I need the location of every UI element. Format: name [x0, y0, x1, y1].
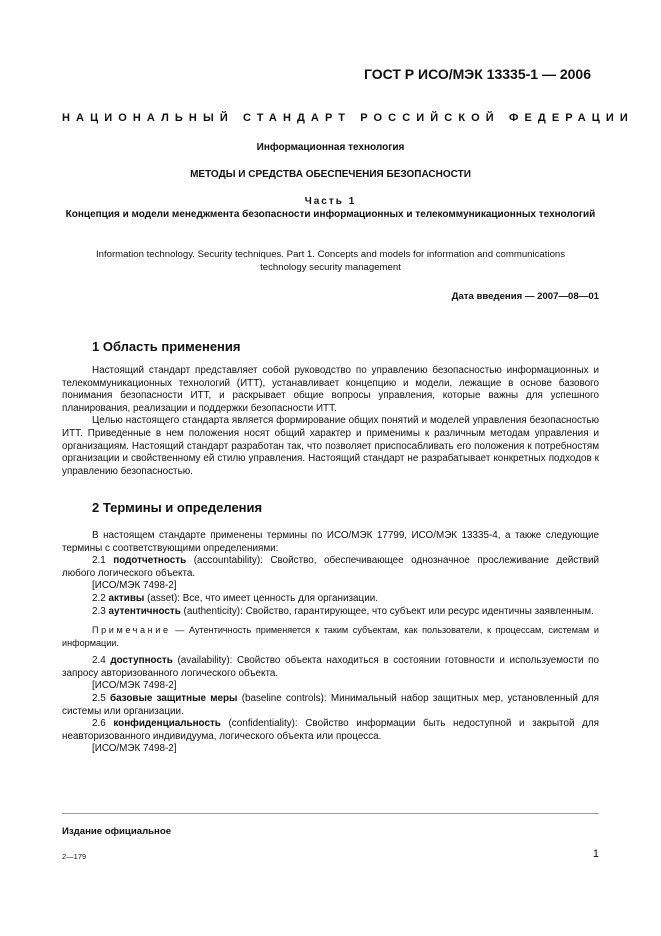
section-1-paragraph: Настоящий стандарт представляет собой руководство по управлению безопасностью информационных и телекоммуникационных технологий (ИТТ), устанавливает концепцию и модели, лежащие в основе базового понимания безопасности ИТТ, и раскрывает общие вопросы управления, которые важны для успешного планирования, реализации и поддержки безопасности ИТТ. [62, 365, 599, 414]
document-code: ГОСТ Р ИСО/МЭК 13335-1 — 2006 [363, 66, 591, 82]
national-standard-banner: НАЦИОНАЛЬНЫЙ СТАНДАРТ РОССИЙСКОЙ ФЕДЕРАЦИИ [62, 112, 634, 124]
page-number: 1 [592, 848, 599, 860]
effective-date: Дата введения — 2007—08—01 [451, 291, 599, 302]
term-2-6: 2.6 конфиденциальность (confidentiality): Свойство информации быть недоступной и закрытой для неавторизованного индивидуума, логического объекта или процесса. [62, 718, 599, 742]
term-2-4-ref: [ИСО/МЭК 7498-2] [92, 680, 177, 692]
official-edition: Издание официальное [62, 826, 172, 837]
term-2-5: 2.5 базовые защитные меры (baseline controls): Минимальный набор защитных мер, установленный для системы или организации. [62, 692, 599, 717]
term-2-3: 2.3 аутентичность (authenticity): Свойство, гарантирующее, что субъект или ресурс идентичны заявленным. [92, 605, 594, 617]
section-2-heading: 2 Термины и определения [92, 500, 263, 515]
section-1-heading: 1 Область применения [92, 339, 241, 354]
note: Примечание — Аутентичность применяется к таким субъектам, как пользователи, к процессам, системам и информации. [62, 625, 600, 648]
title-english: Information technology. Security techniques. Part 1. Concepts and models for information and communications technology security management [95, 249, 566, 273]
term-2-4: 2.4 доступность (availability): Свойство объекта находиться в состоянии готовности и используемости по запросу авторизованного логического объекта. [62, 655, 599, 679]
section-1-paragraph: Целью настоящего стандарта является формирование общих понятий и моделей управления безопасностью ИТТ. Приведенные в нем положения носят общий характер и применимы к различным методам управления и организациям. Настоящий стандарт разработан так, что позволяет приспосабливать его положения к потребностям организации и свойственному ей стилю управления. Настоящий стандарт не разрабатывает конкретных подходов к управлению безопасностью. [62, 415, 599, 477]
title-subtitle: Концепция и модели менеджмента безопасности информационных и телекоммуникационных технологий [65, 209, 596, 220]
title-it: Информационная технология [256, 142, 405, 153]
section-2-body [62, 530, 599, 756]
section-2-intro: В настоящем стандарте применены термины по ИСО/МЭК 17799, ИСО/МЭК 13335-4, а также следующие термины с соответствующими определениями: [62, 530, 599, 554]
term-2-2: 2.2 активы (asset): Все, что имеет ценность для организации. [92, 592, 378, 604]
term-2-6-ref: [ИСО/МЭК 7498-2] [92, 743, 177, 755]
footer-divider [62, 813, 599, 814]
term-2-1: 2.1 подотчетность (accountability): Свойство, обеспечивающее однозначное прослеживание действий любого логического объекта. [62, 555, 600, 579]
title-part: Часть 1 [304, 196, 357, 207]
section-1-body [62, 365, 599, 478]
title-methods: МЕТОДЫ И СРЕДСТВА ОБЕСПЕЧЕНИЯ БЕЗОПАСНОСТИ [190, 169, 471, 180]
printer-signature: 2—179 [62, 852, 87, 861]
term-2-1-ref: [ИСО/МЭК 7498-2] [92, 580, 177, 592]
